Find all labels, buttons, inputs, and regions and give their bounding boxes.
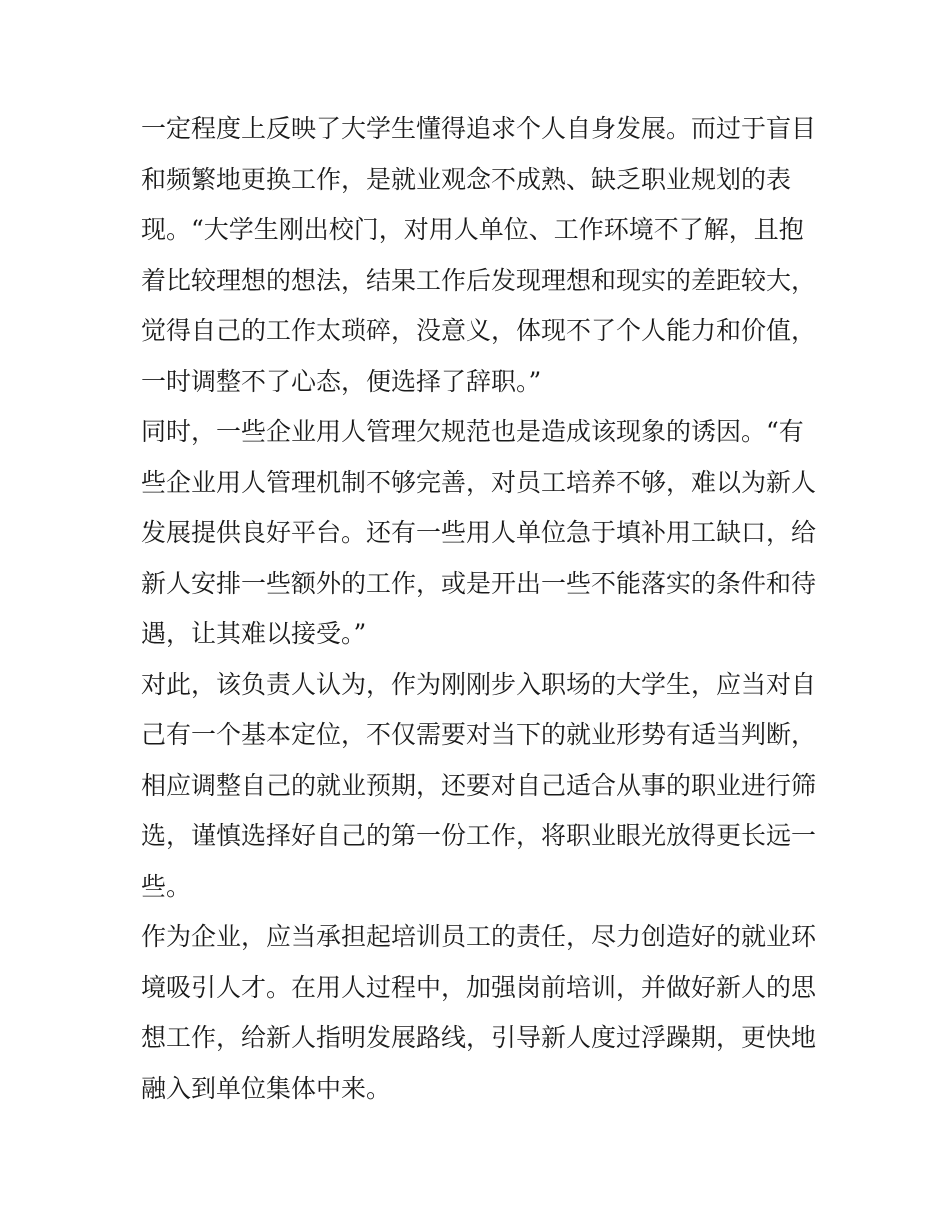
text-line: 作为企业，应当承担起培训员工的责任，尽力创造好的就业环 <box>141 922 817 951</box>
paragraph-3 <box>141 660 817 913</box>
text-line: 境吸引人才。在用人过程中，加强岗前培训，并做好新人的思 <box>141 972 817 1002</box>
text-line: 些企业用人管理机制不够完善，对员工培养不够，难以为新人 <box>141 467 817 497</box>
text-line: 一时调整不了心态，便选择了辞职。” <box>141 366 542 396</box>
text-line: 着比较理想的想法，结果工作后发现理想和现实的差距较大， <box>141 265 817 295</box>
paragraph-2 <box>141 407 817 660</box>
text-line: 想工作，给新人指明发展路线，引导新人度过浮躁期，更快地 <box>141 1023 817 1052</box>
text-line: 遇，让其难以接受。” <box>141 619 367 648</box>
text-line: 觉得自己的工作太琐碎，没意义，体现不了个人能力和价值， <box>141 316 817 345</box>
text-line: 新人安排一些额外的工作，或是开出一些不能落实的条件和待 <box>141 568 817 598</box>
text-line: 一定程度上反映了大学生懂得追求个人自身发展。而过于盲目 <box>141 114 817 143</box>
text-line: 现。“大学生刚出校门，对用人单位、工作环境不了解，且抱 <box>141 215 804 244</box>
text-line: 发展提供良好平台。还有一些用人单位急于填补用工缺口，给 <box>141 518 817 547</box>
paragraph-1 <box>141 104 817 407</box>
text-line: 选，谨慎选择好自己的第一份工作，将职业眼光放得更长远一 <box>141 821 817 850</box>
text-line: 些。 <box>141 871 192 901</box>
text-line: 对此，该负责人认为，作为刚刚步入职场的大学生，应当对自 <box>141 669 817 699</box>
text-line: 同时，一些企业用人管理欠规范也是造成该现象的诱因。“有 <box>141 417 804 446</box>
text-line: 己有一个基本定位，不仅需要对当下的就业形势有适当判断， <box>141 720 817 749</box>
paragraph-4 <box>141 912 817 1114</box>
text-line: 融入到单位集体中来。 <box>141 1073 392 1103</box>
text-line: 相应调整自己的就业预期，还要对自己适合从事的职业进行筛 <box>141 770 817 800</box>
text-line: 和频繁地更换工作，是就业观念不成熟、缺乏职业规划的表 <box>141 164 792 194</box>
document-body <box>141 104 817 1114</box>
